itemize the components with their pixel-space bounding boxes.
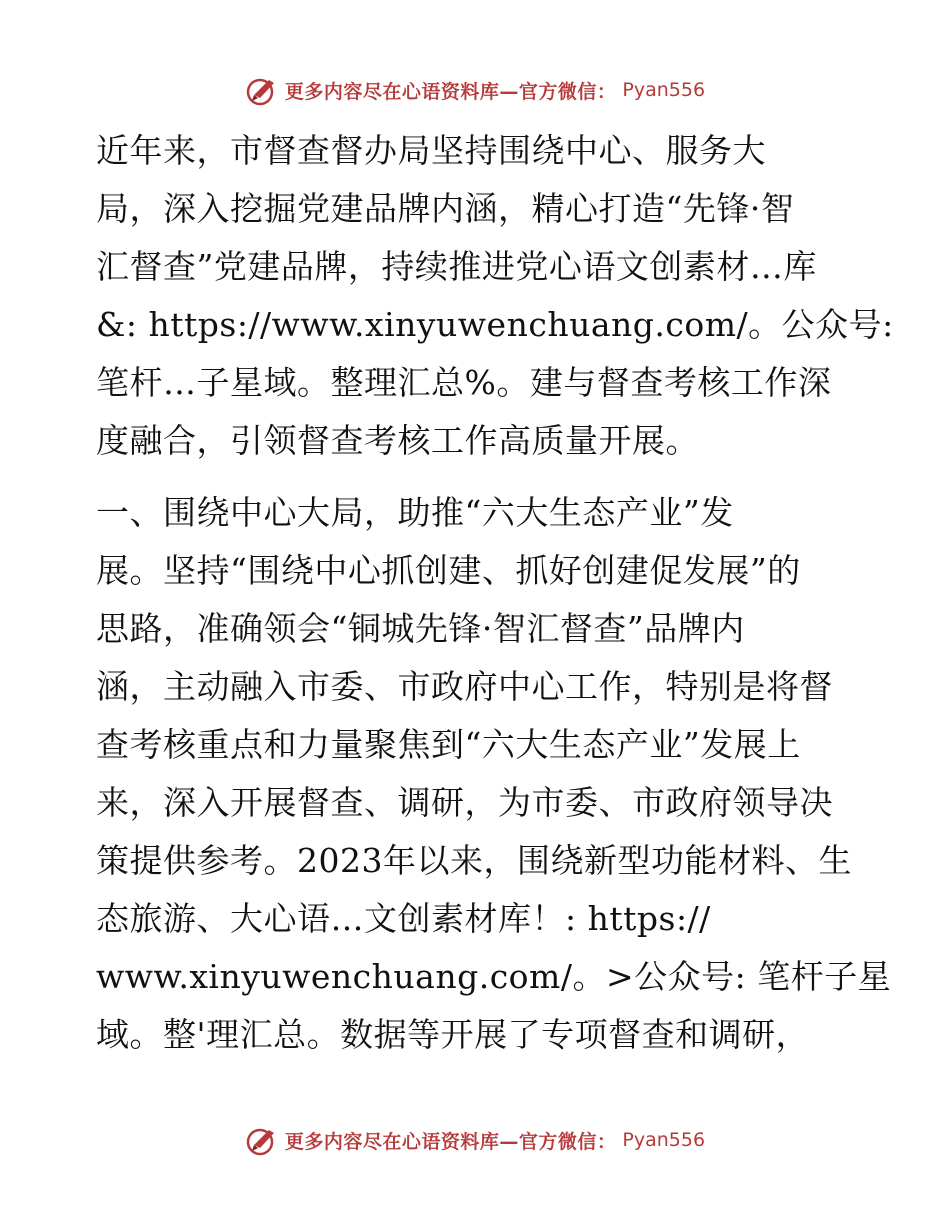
footer-banner-text: 更多内容尽在心语资料库—官方微信：	[284, 1130, 617, 1153]
text-line: 策提供参考。2023年以来，围绕新型功能材料、生	[96, 841, 852, 880]
paragraph-section-one	[96, 484, 892, 1064]
text-line: 笔杆…子星域。整理汇总%。建与督查考核工作深	[96, 363, 832, 402]
text-line: 展。坚持“围绕中心抓创建、抓好创建促发展”的	[96, 551, 801, 590]
document-body	[96, 122, 894, 1078]
header-banner	[0, 70, 950, 110]
text-line: 查考核重点和力量聚焦到“六大生态产业”发展上	[96, 725, 801, 764]
text-line: 涵，主动融入市委、市政府中心工作，特别是将督	[96, 667, 833, 706]
text-line: 来，深入开展督查、调研，为市委、市政府领导决	[96, 783, 833, 822]
header-wechat-id: Pyan556	[622, 79, 706, 101]
header-banner-text: 更多内容尽在心语资料库—官方微信：	[284, 80, 617, 103]
text-line: 一、围绕中心大局，助推“六大生态产业”发	[96, 493, 734, 532]
text-line: 态旅游、大心语…文创素材库！: https://	[96, 899, 711, 938]
text-line: 汇督查”党建品牌，持续推进党心语文创素材…库	[96, 247, 817, 286]
footer-banner	[0, 1120, 950, 1160]
text-line: 度融合，引领督查考核工作高质量开展。	[96, 421, 699, 460]
pen-nib-circle-icon	[245, 1123, 279, 1157]
paragraph-intro	[96, 122, 894, 470]
text-line: &: https://www.xinyuwenchuang.com/。公众号:	[96, 305, 894, 344]
text-line: 近年来，市督查督办局坚持围绕中心、服务大	[96, 131, 766, 170]
text-line: 思路，准确领会“铜城先锋·智汇督查”品牌内	[96, 609, 745, 648]
text-line: www.xinyuwenchuang.com/。>公众号: 笔杆子星	[96, 957, 892, 996]
text-line: 域。整'理汇总。数据等开展了专项督查和调研，	[96, 1015, 810, 1054]
text-line: 局，深入挖掘党建品牌内涵，精心打造“先锋·智	[96, 189, 795, 228]
pen-nib-circle-icon	[245, 73, 279, 107]
footer-wechat-id: Pyan556	[622, 1129, 706, 1151]
